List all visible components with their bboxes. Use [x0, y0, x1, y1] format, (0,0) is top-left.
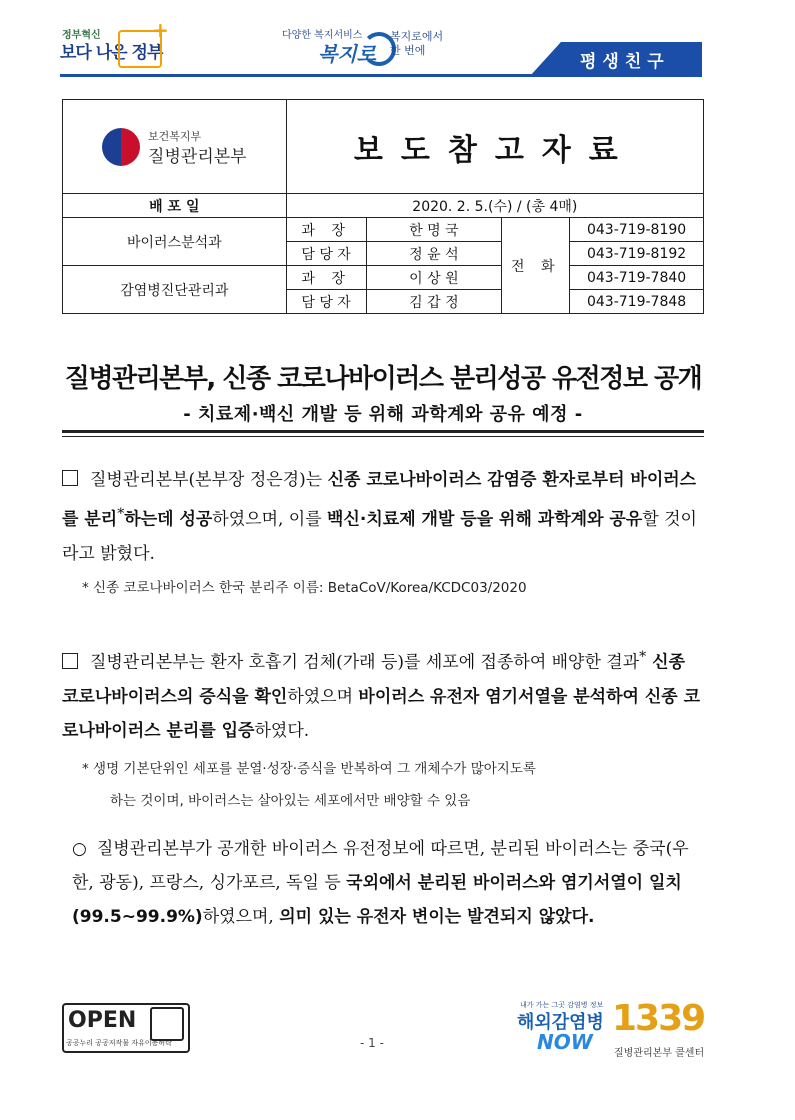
staff-person: 이 상 원 [366, 266, 502, 290]
press-header-table [62, 99, 704, 314]
staff-role: 과 장 [286, 266, 366, 290]
gov-innovation-logo-small: 정부혁신 [62, 30, 101, 41]
p1-footnote-mark: * [117, 506, 125, 522]
circle-bullet-icon: ○ [72, 839, 87, 859]
square-bullet-icon [62, 653, 78, 669]
staff-phone: 043-719-8192 [570, 242, 704, 266]
p2-text-e: 하였다. [254, 720, 310, 741]
paragraph-1 [62, 463, 704, 571]
agency-name: 질병관리본부 [148, 146, 247, 167]
subheadline: - 치료제·백신 개발 등 위해 과학계와 공유 예정 - [183, 404, 583, 425]
bokjiro-logo-small: 다양한 복지서비스 [282, 30, 363, 41]
footnote-2-line1: * 생명 기본단위인 세포를 분열·성장·증식을 반복하여 그 개체수가 많아지도록 [82, 761, 536, 777]
agency-logo-cell [63, 100, 287, 194]
square-bullet-icon [62, 470, 78, 486]
staff-person: 한 명 국 [366, 218, 502, 242]
agency-parent: 보건복지부 [148, 129, 202, 143]
bokjiro-tagline-line1: 복지로에서 [390, 30, 444, 43]
open-license-sub: 공공누리 공공저작물 자유이용허락 [66, 1039, 172, 1047]
p2-text-c: 하였으며 [287, 686, 359, 707]
subhead-rule-thick [62, 430, 704, 433]
p2-footnote-mark: * [639, 649, 647, 665]
footnote-2-line2: 하는 것이며, 바이러스는 살아있는 세포에서만 배양할 수 있음 [110, 793, 471, 809]
abroad-logo-main: 해외감염병 [517, 1012, 604, 1033]
staff-person: 김 갑 정 [366, 290, 502, 314]
subhead-rule-thin [62, 436, 704, 437]
staff-role: 담 당 자 [286, 242, 366, 266]
p1-bold-2: 하는데 성공 [124, 509, 213, 530]
open-license-label: OPEN [68, 1008, 137, 1033]
bokjiro-tagline-line2: 한 번에 [390, 44, 426, 57]
attribution-icon [150, 1007, 184, 1041]
staff-role: 담 당 자 [286, 290, 366, 314]
staff-phone: 043-719-8190 [570, 218, 704, 242]
banner-tab-label: 평생친구 [580, 52, 670, 72]
p1-text-a: 질병관리본부(본부장 정은경)는 [90, 470, 328, 490]
p1-bold-3: 백신·치료제 개발 등을 위해 과학계와 공유 [327, 509, 643, 530]
bokjiro-logo-tagline [390, 30, 443, 58]
p2-text-a: 질병관리본부는 환자 호흡기 검체(가래 등)를 세포에 접종하여 배양한 결과 [90, 652, 640, 673]
p3-text-a: 질병관리본부가 공개한 바이러스 유전정보에 따르면, 분리된 바이러스는 중국(우한, 광동), 프랑스, 싱가포르, 독일 등 [72, 839, 689, 893]
staff-role: 과 장 [286, 218, 366, 242]
abroad-logo-tagline: 내가 가는 그곳 감염병 정보 [520, 1001, 604, 1009]
staff-phone: 043-719-7840 [570, 266, 704, 290]
p2-bold-2: 바이러스 유전자 염기서열을 분석하여 신종 코로나바이러스 분리를 입증 [62, 686, 701, 741]
distribution-date: 2020. 2. 5.(수) / (총 4매) [286, 194, 703, 218]
paragraph-3 [72, 832, 704, 934]
document-title: 보도참고자료 [286, 100, 703, 194]
bokjiro-logo-main: 복지로 [318, 42, 376, 66]
gov-logo-plus-icon: + [152, 18, 169, 42]
banner-rule [60, 74, 702, 77]
hotline-label: 질병관리본부 콜센터 [614, 1048, 705, 1059]
distribution-label: 배 포 일 [63, 194, 287, 218]
p1-text-c: 하였으며, 이를 [212, 509, 328, 530]
dept-name: 바이러스분석과 [63, 218, 287, 266]
dept-name: 감염병진단관리과 [63, 266, 287, 314]
p3-bold-1: 국외에서 분리된 바이러스와 염기서열이 일치(99.5~99.9%) [72, 873, 682, 927]
footnote-1: * 신종 코로나바이러스 한국 분리주 이름: BetaCoV/Korea/KCDC03/2020 [82, 580, 527, 596]
p1-bold-1: 신종 코로나바이러스 감염증 환자로부터 바이러스를 분리 [62, 470, 697, 530]
abroad-logo-now: NOW [537, 1030, 593, 1054]
paragraph-2 [62, 640, 704, 748]
phone-label: 전 화 [502, 218, 570, 314]
p3-text-c: 하였으며, [202, 907, 280, 927]
taegeuk-emblem-icon [102, 128, 140, 166]
hotline-number: 1339 [612, 998, 705, 1039]
p1-text-e: 할 것이라고 밝혔다. [62, 509, 697, 564]
gov-innovation-logo-main: 보다 나은 정부 [60, 43, 163, 63]
staff-person: 정 윤 석 [366, 242, 502, 266]
page-number: - 1 - [360, 1036, 384, 1050]
headline: 질병관리본부, 신종 코로나바이러스 분리성공 유전정보 공개 [64, 364, 702, 394]
staff-phone: 043-719-7848 [570, 290, 704, 314]
p2-bold-1: 신종 코로나바이러스의 증식을 확인 [62, 652, 685, 707]
p3-bold-2: 의미 있는 유전자 변이는 발견되지 않았다. [279, 907, 595, 927]
